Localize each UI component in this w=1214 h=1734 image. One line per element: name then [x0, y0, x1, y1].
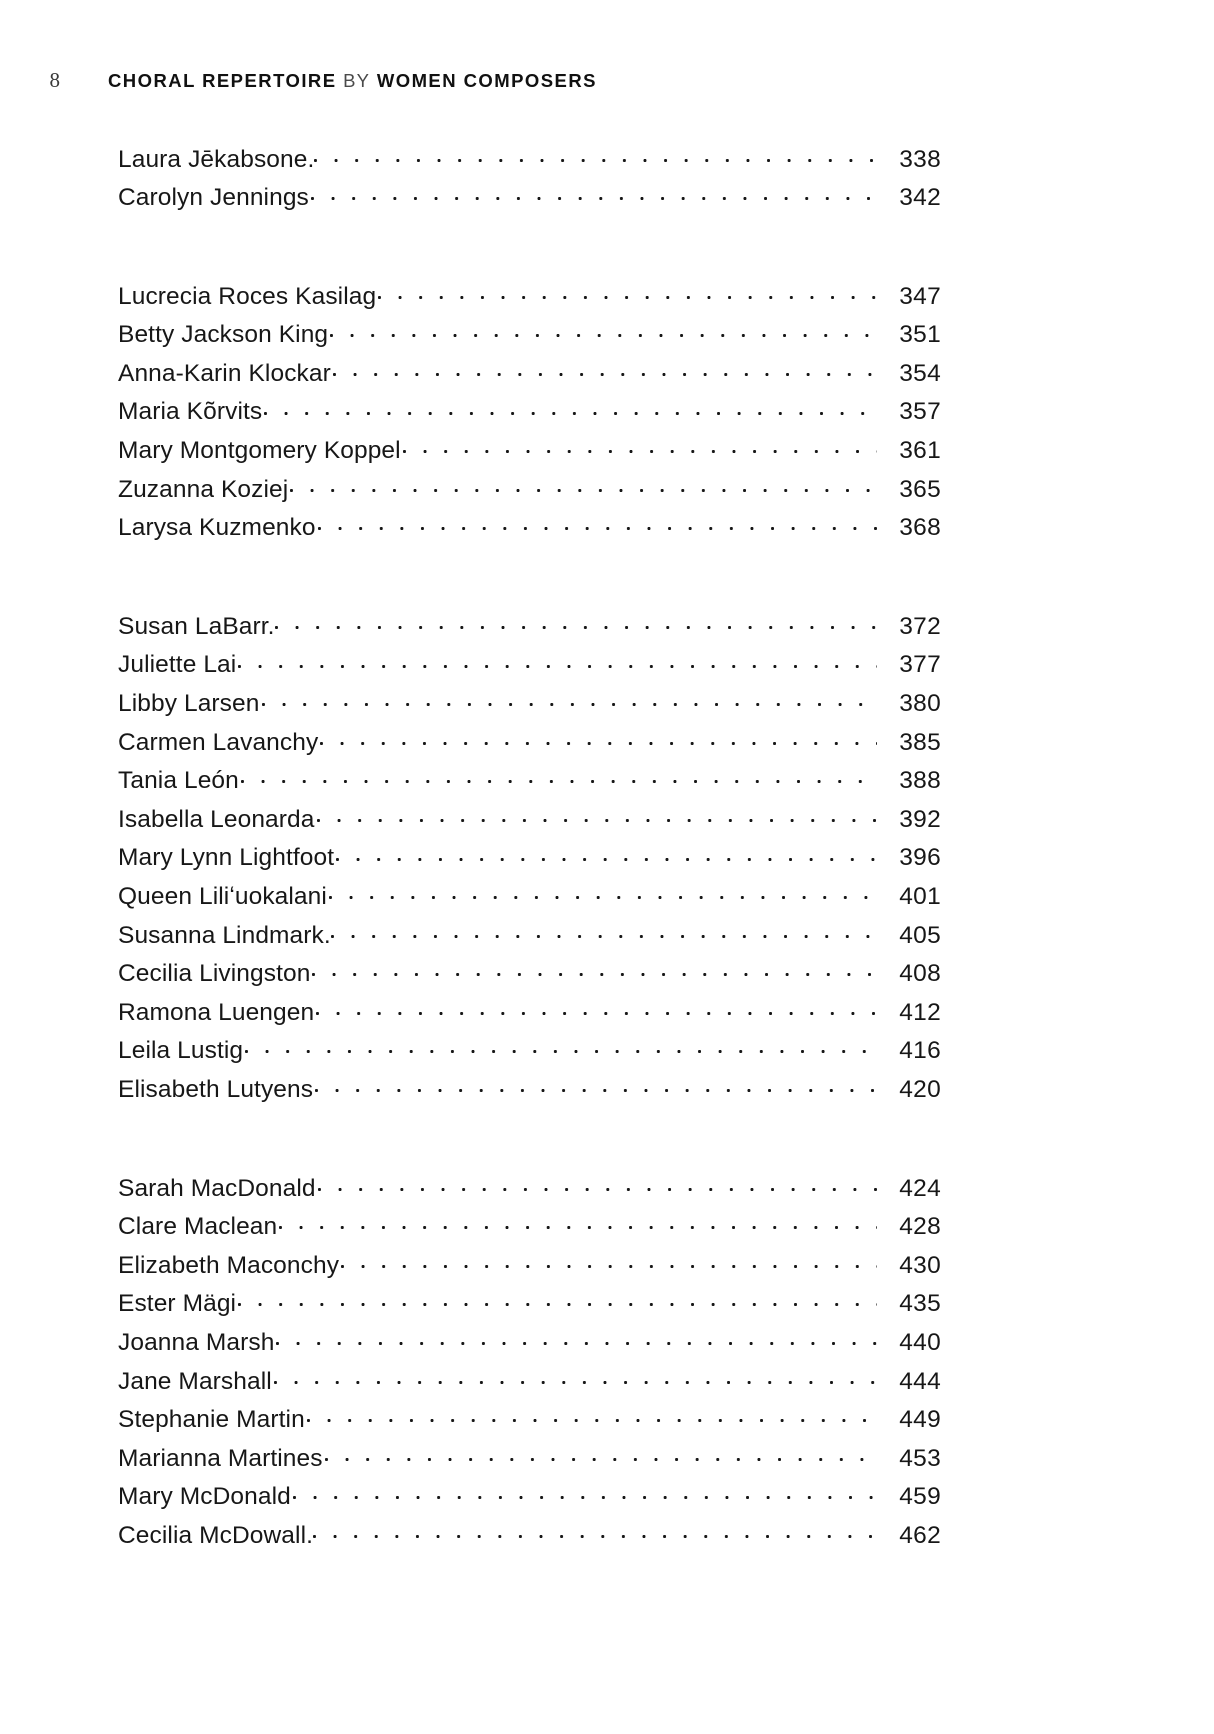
- toc-entry[interactable]: [118, 1210, 941, 1249]
- toc-entry-page-number: 459: [899, 1483, 941, 1511]
- toc-entry[interactable]: [118, 1403, 941, 1442]
- dot-leader: [331, 918, 877, 943]
- toc-entry[interactable]: [118, 142, 941, 181]
- dot-leader: [312, 957, 877, 982]
- toc-entry-page-number: 361: [899, 437, 941, 465]
- toc-entry[interactable]: [118, 472, 941, 511]
- toc-group-separator: [118, 219, 941, 279]
- dot-leader: [307, 1403, 877, 1428]
- toc-entry-name: Juliette Lai: [118, 651, 237, 679]
- toc-entry-page-number: 385: [899, 728, 941, 756]
- dot-leader: [315, 1072, 877, 1097]
- toc-entry-page-number: 420: [899, 1075, 941, 1103]
- toc-entry-name: Leila Lustig: [118, 1037, 244, 1065]
- toc-entry-page-number: 354: [899, 359, 941, 387]
- toc-entry[interactable]: [118, 1248, 941, 1287]
- toc-entry[interactable]: [118, 1034, 941, 1073]
- dot-leader: [238, 1287, 877, 1312]
- dot-leader: [314, 142, 877, 167]
- toc-entry-name: Mary Montgomery Koppel: [118, 437, 401, 465]
- dot-leader: [275, 609, 877, 634]
- toc-entry-page-number: 435: [899, 1290, 941, 1318]
- toc-entry-name: Joanna Marsh: [118, 1328, 275, 1356]
- toc-entry-name: Mary Lynn Lightfoot: [118, 844, 335, 872]
- toc-entry-page-number: 392: [899, 805, 941, 833]
- dot-leader: [318, 1171, 877, 1196]
- dot-leader: [245, 1034, 877, 1059]
- page-folio-number: 8: [49, 68, 60, 92]
- toc-entry[interactable]: [118, 1287, 941, 1326]
- toc-entry-name: Libby Larsen: [118, 690, 260, 718]
- toc-group: [118, 142, 941, 219]
- dot-leader: [238, 648, 877, 673]
- toc-entry[interactable]: [118, 648, 941, 687]
- toc-entry[interactable]: [118, 434, 941, 473]
- toc-entry-name: Mary McDonald: [118, 1483, 291, 1511]
- dot-leader: [378, 279, 877, 304]
- toc-entry-page-number: 351: [899, 321, 941, 349]
- dot-leader: [276, 1325, 877, 1350]
- toc-entry-name: Sarah MacDonald: [118, 1174, 316, 1202]
- running-head-title: [108, 70, 597, 92]
- toc-entry[interactable]: [118, 318, 941, 357]
- toc-entry-name: Cecilia Livingston: [118, 960, 311, 988]
- toc-entry[interactable]: [118, 1441, 941, 1480]
- toc-entry-name: Jane Marshall: [118, 1367, 272, 1395]
- toc-group-separator: [118, 549, 941, 609]
- toc-entry[interactable]: [118, 1518, 941, 1557]
- toc-entry-name: Ester Mägi: [118, 1290, 237, 1318]
- toc-entry-page-number: 388: [899, 767, 941, 795]
- dot-leader: [403, 434, 877, 459]
- toc-entry-name: Anna-Karin Klockar: [118, 359, 331, 387]
- toc-entry[interactable]: [118, 1325, 941, 1364]
- toc-entry[interactable]: [118, 395, 941, 434]
- toc-entry-name: Clare Maclean: [118, 1213, 278, 1241]
- dot-leader: [316, 995, 877, 1020]
- toc-entry[interactable]: [118, 918, 941, 957]
- toc-entry[interactable]: [118, 279, 941, 318]
- toc-entry[interactable]: [118, 1171, 941, 1210]
- toc-entry-page-number: 449: [899, 1406, 941, 1434]
- toc-entry-page-number: 428: [899, 1213, 941, 1241]
- toc-entry-name: Laura Jēkabsone.: [118, 145, 315, 173]
- toc-entry-name: Tania León: [118, 767, 239, 795]
- toc-entry[interactable]: [118, 356, 941, 395]
- toc-entry-page-number: 416: [899, 1037, 941, 1065]
- toc-entry-page-number: 405: [899, 921, 941, 949]
- dot-leader: [264, 395, 877, 420]
- toc-entry[interactable]: [118, 802, 941, 841]
- toc-entry-page-number: 444: [899, 1367, 941, 1395]
- toc-entry-name: Maria Kõrvits: [118, 398, 263, 426]
- dot-leader: [325, 1441, 877, 1466]
- toc-entry-page-number: 347: [899, 282, 941, 310]
- toc-entry-name: Queen Liliʻuokalani: [118, 883, 327, 910]
- toc-entry-page-number: 440: [899, 1328, 941, 1356]
- toc-entry-page-number: 380: [899, 690, 941, 718]
- dot-leader: [313, 1518, 877, 1543]
- toc-entry[interactable]: [118, 511, 941, 550]
- toc-entry-page-number: 342: [899, 184, 941, 212]
- toc-entry-name: Ramona Luengen: [118, 998, 315, 1026]
- toc-entry-page-number: 377: [899, 651, 941, 679]
- toc-group: [118, 279, 941, 549]
- toc-entry-name: Marianna Martines: [118, 1444, 323, 1472]
- dot-leader: [320, 725, 877, 750]
- toc-group: [118, 1171, 941, 1557]
- toc-entry-page-number: 462: [899, 1521, 941, 1549]
- toc-entry-name: Carolyn Jennings: [118, 184, 309, 212]
- dot-leader: [241, 764, 877, 789]
- toc-entry-name: Stephanie Martin: [118, 1406, 305, 1434]
- toc-entry-name: Carmen Lavanchy: [118, 728, 319, 756]
- dot-leader: [318, 511, 877, 536]
- dot-leader: [341, 1248, 877, 1273]
- dot-leader: [279, 1210, 877, 1235]
- toc-entry-name: Isabella Leonarda: [118, 805, 315, 833]
- dot-leader: [336, 841, 877, 866]
- toc-entry-page-number: 453: [899, 1444, 941, 1472]
- toc-entry-page-number: 430: [899, 1251, 941, 1279]
- toc-entry-name: Elizabeth Maconchy: [118, 1251, 340, 1279]
- toc-entry[interactable]: [118, 1364, 941, 1403]
- toc-entry-name: Susanna Lindmark.: [118, 921, 331, 949]
- toc-entry[interactable]: [118, 181, 941, 220]
- toc-entry[interactable]: [118, 995, 941, 1034]
- toc-entry[interactable]: [118, 1072, 941, 1111]
- toc-entry-name: Larysa Kuzmenko: [118, 514, 316, 542]
- table-of-contents: [118, 142, 941, 1557]
- toc-group: [118, 609, 941, 1111]
- dot-leader: [262, 687, 878, 712]
- running-head: [0, 68, 1214, 102]
- toc-entry-page-number: 357: [899, 398, 941, 426]
- dot-leader: [293, 1480, 877, 1505]
- toc-entry-page-number: 396: [899, 844, 941, 872]
- toc-entry[interactable]: [118, 725, 941, 764]
- toc-entry-page-number: 368: [899, 514, 941, 542]
- toc-group-separator: [118, 1111, 941, 1171]
- toc-entry-name: Elisabeth Lutyens: [118, 1075, 314, 1103]
- running-head-conjunction: BY: [343, 70, 371, 91]
- toc-entry-page-number: 401: [899, 883, 941, 910]
- running-head-title-part2: WOMEN COMPOSERS: [376, 70, 597, 91]
- dot-leader: [311, 181, 877, 206]
- toc-entry[interactable]: [118, 609, 941, 648]
- toc-entry-page-number: 372: [899, 612, 941, 640]
- dot-leader: [333, 356, 877, 381]
- dot-leader: [329, 880, 877, 905]
- toc-entry[interactable]: [118, 880, 941, 919]
- toc-entry-page-number: 424: [899, 1174, 941, 1202]
- toc-entry[interactable]: [118, 1480, 941, 1519]
- toc-entry[interactable]: [118, 764, 941, 803]
- toc-entry-name: Cecilia McDowall.: [118, 1521, 314, 1549]
- toc-entry-name: Susan LaBarr.: [118, 612, 275, 640]
- toc-entry[interactable]: [118, 957, 941, 996]
- toc-entry[interactable]: [118, 687, 941, 726]
- toc-entry-name: Betty Jackson King: [118, 321, 329, 349]
- dot-leader: [274, 1364, 877, 1389]
- toc-entry-page-number: 338: [899, 145, 941, 173]
- running-head-title-part1: CHORAL REPERTOIRE: [108, 70, 337, 91]
- toc-entry-page-number: 365: [899, 475, 941, 503]
- dot-leader: [330, 318, 877, 343]
- toc-entry-page-number: 412: [899, 998, 941, 1026]
- toc-entry-name: Zuzanna Koziej: [118, 475, 289, 503]
- toc-entry-page-number: 408: [899, 960, 941, 988]
- toc-entry-name: Lucrecia Roces Kasilag: [118, 282, 377, 310]
- toc-entry[interactable]: [118, 841, 941, 880]
- dot-leader: [317, 802, 878, 827]
- dot-leader: [290, 472, 877, 497]
